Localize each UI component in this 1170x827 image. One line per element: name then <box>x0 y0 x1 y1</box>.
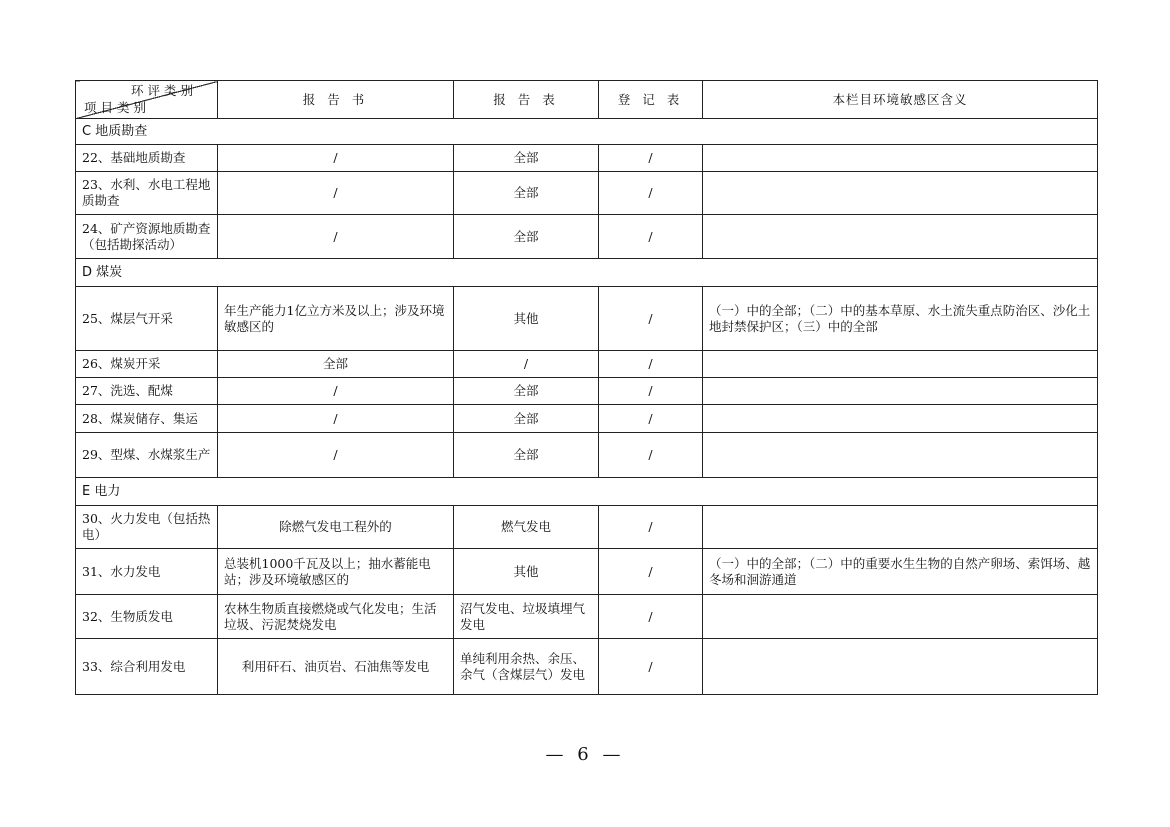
item-cell: 28、煤炭储存、集运 <box>76 405 218 433</box>
registration-cell: / <box>599 506 703 549</box>
item-cell: 25、煤层气开采 <box>76 287 218 351</box>
report-book-cell: 全部 <box>218 351 454 378</box>
report-form-cell: 全部 <box>454 145 599 172</box>
sensitive-cell: （一）中的全部；（二）中的重要水生生物的自然产卵场、索饵场、越冬场和洄游通道 <box>703 549 1098 595</box>
item-cell: 24、矿产资源地质勘查（包括勘探活动） <box>76 215 218 259</box>
registration-cell: / <box>599 378 703 405</box>
item-cell: 26、煤炭开采 <box>76 351 218 378</box>
section-title: C 地质勘查 <box>76 119 1098 145</box>
registration-cell: / <box>599 172 703 215</box>
report-book-cell: / <box>218 405 454 433</box>
registration-cell: / <box>599 287 703 351</box>
report-form-cell: 沼气发电、垃圾填埋气发电 <box>454 595 599 639</box>
header-sensitive-area: 本栏目环境敏感区含义 <box>703 81 1098 119</box>
table-row <box>76 549 1098 595</box>
table-row <box>76 378 1098 405</box>
report-form-cell: 单纯利用余热、余压、余气（含煤层气）发电 <box>454 639 599 695</box>
project-category-table <box>75 80 1098 695</box>
item-cell: 27、洗选、配煤 <box>76 378 218 405</box>
report-form-cell: 其他 <box>454 549 599 595</box>
table-row <box>76 172 1098 215</box>
report-form-cell: / <box>454 351 599 378</box>
sensitive-cell <box>703 378 1098 405</box>
report-form-cell: 全部 <box>454 433 599 478</box>
report-form-cell: 全部 <box>454 215 599 259</box>
item-cell: 30、火力发电（包括热电） <box>76 506 218 549</box>
table-row <box>76 405 1098 433</box>
report-form-cell: 全部 <box>454 378 599 405</box>
sensitive-cell <box>703 639 1098 695</box>
table-row <box>76 639 1098 695</box>
item-cell: 22、基础地质勘查 <box>76 145 218 172</box>
report-book-cell: 农林生物质直接燃烧或气化发电；生活垃圾、污泥焚烧发电 <box>218 595 454 639</box>
table-row <box>76 433 1098 478</box>
report-form-cell: 全部 <box>454 405 599 433</box>
header-corner-top: 环评类别 <box>130 83 197 98</box>
report-form-cell: 全部 <box>454 172 599 215</box>
report-book-cell: / <box>218 378 454 405</box>
registration-cell: / <box>599 433 703 478</box>
header-corner-bottom: 项目类别 <box>84 100 151 115</box>
registration-cell: / <box>599 405 703 433</box>
section-title: E 电力 <box>76 478 1098 506</box>
item-cell: 29、型煤、水煤浆生产 <box>76 433 218 478</box>
sensitive-cell <box>703 433 1098 478</box>
report-book-cell: / <box>218 145 454 172</box>
item-cell: 31、水力发电 <box>76 549 218 595</box>
report-book-cell: 年生产能力1亿立方米及以上；涉及环境敏感区的 <box>218 287 454 351</box>
registration-cell: / <box>599 639 703 695</box>
report-form-cell: 燃气发电 <box>454 506 599 549</box>
item-cell: 23、水利、水电工程地质勘查 <box>76 172 218 215</box>
sensitive-cell <box>703 595 1098 639</box>
header-corner-cell <box>76 81 218 119</box>
section-row <box>76 259 1098 287</box>
registration-cell: / <box>599 549 703 595</box>
table-row <box>76 145 1098 172</box>
report-book-cell: / <box>218 172 454 215</box>
report-book-cell: / <box>218 215 454 259</box>
sensitive-cell <box>703 405 1098 433</box>
table-row <box>76 351 1098 378</box>
sensitive-cell <box>703 351 1098 378</box>
section-row <box>76 119 1098 145</box>
report-form-cell: 其他 <box>454 287 599 351</box>
report-book-cell: 利用矸石、油页岩、石油焦等发电 <box>218 639 454 695</box>
sensitive-cell: （一）中的全部；（二）中的基本草原、水土流失重点防治区、沙化土地封禁保护区；（三）中的全部 <box>703 287 1098 351</box>
section-title: D 煤炭 <box>76 259 1098 287</box>
table-row <box>76 595 1098 639</box>
section-row <box>76 478 1098 506</box>
table-row <box>76 215 1098 259</box>
table-header-row <box>76 81 1098 119</box>
registration-cell: / <box>599 215 703 259</box>
header-report-book: 报 告 书 <box>218 81 454 119</box>
sensitive-cell <box>703 506 1098 549</box>
sensitive-cell <box>703 215 1098 259</box>
table-row <box>76 287 1098 351</box>
report-book-cell: 除燃气发电工程外的 <box>218 506 454 549</box>
sensitive-cell <box>703 172 1098 215</box>
header-report-form: 报 告 表 <box>454 81 599 119</box>
sensitive-cell <box>703 145 1098 172</box>
page-number: — 6 — <box>545 744 625 765</box>
report-book-cell: 总装机1000千瓦及以上；抽水蓄能电站；涉及环境敏感区的 <box>218 549 454 595</box>
header-registration: 登 记 表 <box>599 81 703 119</box>
registration-cell: / <box>599 595 703 639</box>
item-cell: 32、生物质发电 <box>76 595 218 639</box>
report-book-cell: / <box>218 433 454 478</box>
table-row <box>76 506 1098 549</box>
registration-cell: / <box>599 145 703 172</box>
item-cell: 33、综合利用发电 <box>76 639 218 695</box>
registration-cell: / <box>599 351 703 378</box>
